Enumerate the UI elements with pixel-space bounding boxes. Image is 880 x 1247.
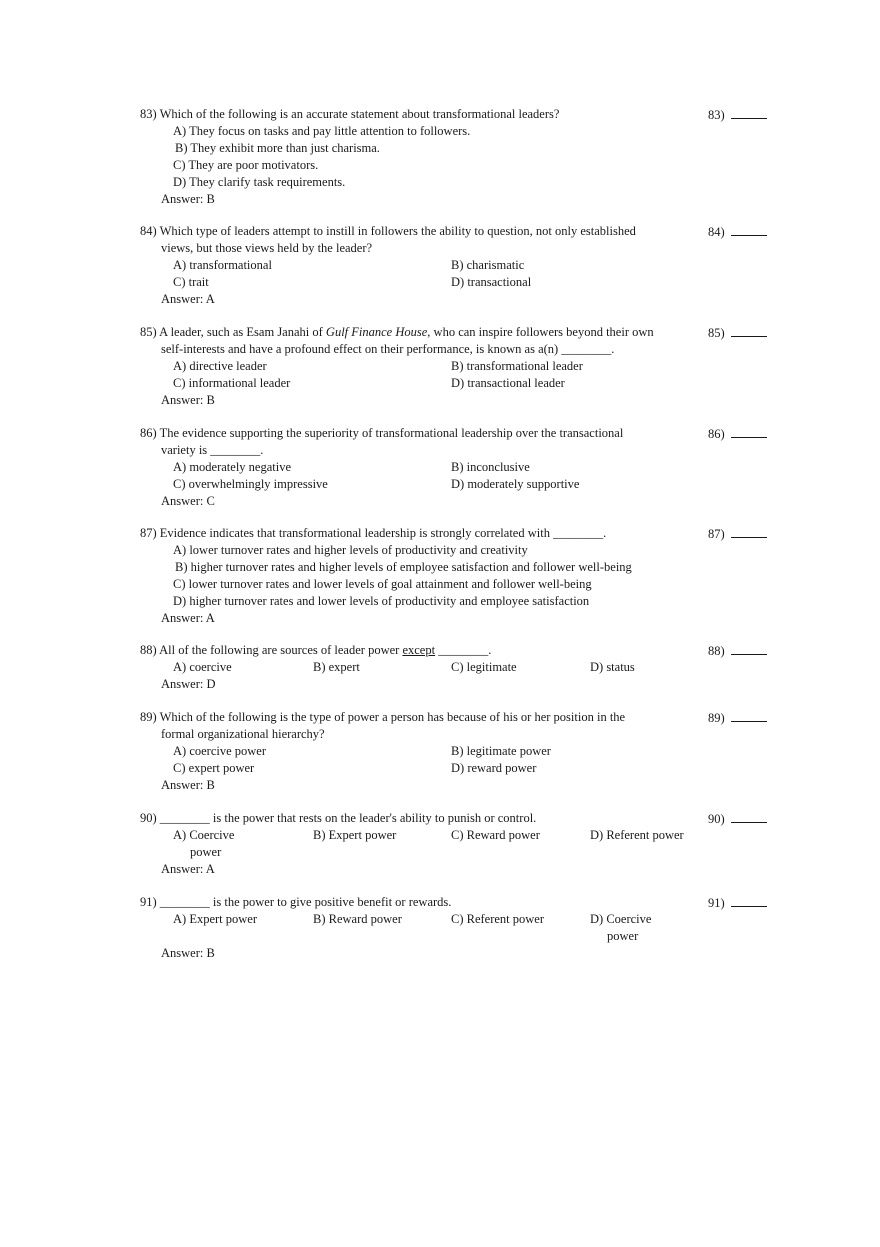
option-c: C) Referent power — [451, 912, 545, 926]
question-number: 91) — [140, 895, 157, 909]
option-d: D) higher turnover rates and lower levels of productivity and employee satisfaction — [173, 594, 590, 608]
question-84 — [140, 223, 772, 308]
option-b: B) expert — [313, 660, 360, 674]
question-number: 86) — [140, 426, 157, 440]
question-stem: Evidence indicates that transformational leadership is strongly correlated with ________. — [159, 526, 607, 540]
question-stem-cont: variety is ________. — [161, 443, 264, 457]
option-c: C) trait — [173, 275, 209, 289]
answer-blank: 86) — [708, 425, 767, 443]
answer-key: Answer: A — [161, 611, 215, 625]
option-d: D) moderately supportive — [451, 477, 580, 491]
option-a: A) Coercive — [173, 828, 235, 842]
option-a: A) moderately negative — [173, 460, 292, 474]
answer-blank: 87) — [708, 525, 767, 543]
question-stem: ________ is the power to give positive benefit or rewards. — [159, 895, 452, 909]
question-number: 83) — [140, 107, 157, 121]
option-b: B) transformational leader — [451, 359, 583, 373]
question-85 — [140, 324, 772, 409]
option-a: A) They focus on tasks and pay little attention to followers. — [173, 124, 471, 138]
question-90 — [140, 810, 772, 878]
option-a: A) coercive power — [173, 744, 267, 758]
option-c: C) They are poor motivators. — [173, 158, 319, 172]
answer-key: Answer: B — [161, 192, 215, 206]
option-d: D) transactional — [451, 275, 532, 289]
option-b: B) Expert power — [313, 828, 397, 842]
option-b: B) charismatic — [451, 258, 525, 272]
option-c: C) overwhelmingly impressive — [173, 477, 328, 491]
option-d: D) They clarify task requirements. — [173, 175, 346, 189]
question-number: 90) — [140, 811, 157, 825]
question-91 — [140, 894, 772, 962]
question-stem: Which of the following is the type of power a person has because of his or her position in the — [159, 710, 626, 724]
question-stem-cont: formal organizational hierarchy? — [161, 727, 325, 741]
question-number: 85) — [140, 325, 157, 339]
option-b: B) inconclusive — [451, 460, 530, 474]
option-d: D) status — [590, 660, 635, 674]
answer-blank: 85) — [708, 324, 767, 342]
answer-key: Answer: A — [161, 292, 215, 306]
question-number: 88) — [140, 643, 157, 657]
answer-key: Answer: B — [161, 393, 215, 407]
question-89 — [140, 709, 772, 794]
answer-blank: 89) — [708, 709, 767, 727]
question-number: 84) — [140, 224, 157, 238]
option-a: A) directive leader — [173, 359, 267, 373]
question-stem: The evidence supporting the superiority of transformational leadership over the transactional — [159, 426, 624, 440]
answer-blank: 83) — [708, 106, 767, 124]
option-d-wrap: power — [607, 929, 639, 943]
option-b: B) higher turnover rates and higher levels of employee satisfaction and follower well-being — [175, 560, 632, 574]
question-stem: A leader, such as Esam Janahi of Gulf Finance House, who can inspire followers beyond their own — [159, 325, 654, 339]
option-d: D) Referent power — [590, 828, 684, 842]
question-stem-cont: views, but those views held by the leader? — [161, 241, 373, 255]
question-86 — [140, 425, 772, 510]
question-number: 87) — [140, 526, 157, 540]
answer-key: Answer: A — [161, 862, 215, 876]
option-b: B) Reward power — [313, 912, 402, 926]
option-c: C) expert power — [173, 761, 255, 775]
emphasis-except: except — [402, 643, 436, 657]
option-c: C) informational leader — [173, 376, 291, 390]
option-a: A) coercive — [173, 660, 232, 674]
option-a-wrap: power — [190, 845, 222, 859]
option-d: D) transactional leader — [451, 376, 565, 390]
option-a: A) transformational — [173, 258, 272, 272]
question-stem-cont: self-interests and have a profound effect on their performance, is known as a(n) ________. — [161, 342, 615, 356]
question-83 — [140, 106, 772, 208]
question-87 — [140, 525, 772, 627]
question-stem: Which of the following is an accurate statement about transformational leaders? — [159, 107, 560, 121]
answer-blank: 91) — [708, 894, 767, 912]
question-88 — [140, 642, 772, 693]
option-b: B) legitimate power — [451, 744, 551, 758]
option-a: A) Expert power — [173, 912, 257, 926]
question-stem: Which type of leaders attempt to instill in followers the ability to question, not only established — [159, 224, 636, 238]
answer-key: Answer: B — [161, 946, 215, 960]
option-c: C) Reward power — [451, 828, 540, 842]
option-b: B) They exhibit more than just charisma. — [175, 141, 380, 155]
answer-blank: 88) — [708, 642, 767, 660]
answer-blank: 90) — [708, 810, 767, 828]
question-stem: ________ is the power that rests on the leader's ability to punish or control. — [159, 811, 537, 825]
question-number: 89) — [140, 710, 157, 724]
option-d: D) reward power — [451, 761, 537, 775]
company-name: Gulf Finance House — [325, 325, 428, 339]
answer-key: Answer: B — [161, 778, 215, 792]
answer-key: Answer: D — [161, 677, 216, 691]
answer-key: Answer: C — [161, 494, 215, 508]
option-c: C) legitimate — [451, 660, 517, 674]
answer-blank: 84) — [708, 223, 767, 241]
option-d: D) Coercive — [590, 912, 652, 926]
option-c: C) lower turnover rates and lower levels of goal attainment and follower well-being — [173, 577, 592, 591]
option-a: A) lower turnover rates and higher levels of productivity and creativity — [173, 543, 528, 557]
question-stem: All of the following are sources of leader power except ________. — [159, 643, 492, 657]
